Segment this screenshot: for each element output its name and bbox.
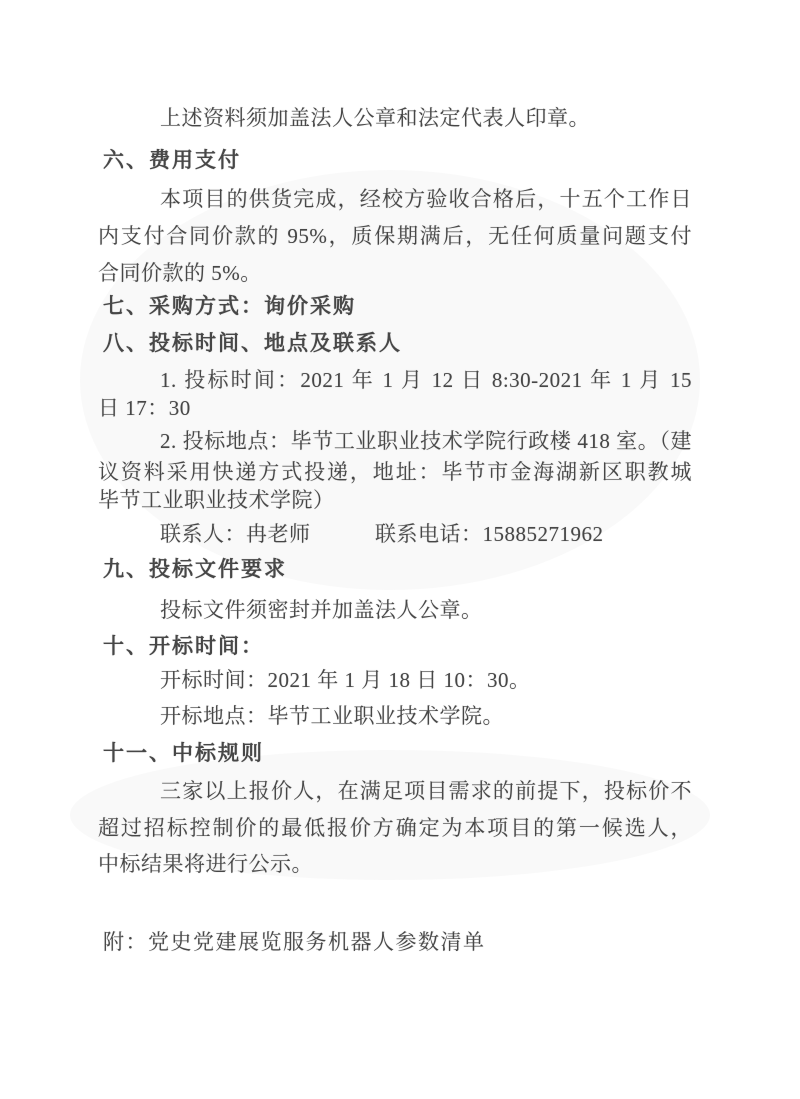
bid-document-seal-note: 投标文件须密封并加盖法人公章。 <box>160 598 483 622</box>
section-heading-procurement-method: 七、采购方式：询价采购 <box>103 294 356 318</box>
opening-place-line: 开标地点：毕节工业职业技术学院。 <box>160 704 504 728</box>
award-rules-line-3: 中标结果将进行公示。 <box>98 852 313 876</box>
award-rules-line-2: 超过招标控制价的最低报价方确定为本项目的第一候选人， <box>98 816 692 840</box>
bid-place-line-2: 议资料采用快递方式投递，地址：毕节市金海湖新区职教城 <box>98 460 692 484</box>
section-heading-opening-time: 十、开标时间： <box>103 634 264 658</box>
award-rules-line-1: 三家以上报价人，在满足项目需求的前提下，投标价不 <box>160 779 692 803</box>
opening-time-line: 开标时间：2021 年 1 月 18 日 10：30。 <box>160 668 531 692</box>
fee-payment-paragraph-line-2: 内支付合同价款的 95%，质保期满后，无任何质量问题支付 <box>98 224 692 248</box>
section-heading-bid-document-requirements: 九、投标文件要求 <box>103 557 287 581</box>
fee-payment-paragraph-line-3: 合同价款的 5%。 <box>98 261 262 285</box>
bid-place-line-3: 毕节工业职业技术学院） <box>98 488 335 512</box>
stamp-requirement-note: 上述资料须加盖法人公章和法定代表人印章。 <box>160 106 590 130</box>
section-heading-award-rules: 十一、中标规则 <box>103 741 264 765</box>
attachment-note: 附：党史党建展览服务机器人参数清单 <box>103 930 486 954</box>
bid-time-line-2: 日 17：30 <box>98 396 191 420</box>
section-heading-bid-time-place-contact: 八、投标时间、地点及联系人 <box>103 331 402 355</box>
contact-person-phone-line: 联系人：冉老师 联系电话：15885271962 <box>160 522 604 546</box>
bid-place-line-1: 2. 投标地点：毕节工业职业技术学院行政楼 418 室。（建 <box>160 429 692 453</box>
fee-payment-paragraph-line-1: 本项目的供货完成，经校方验收合格后，十五个工作日 <box>160 187 692 211</box>
bid-time-line-1: 1. 投标时间：2021 年 1 月 12 日 8:30-2021 年 1 月 15 <box>160 368 692 392</box>
section-heading-fee-payment: 六、费用支付 <box>103 148 241 172</box>
